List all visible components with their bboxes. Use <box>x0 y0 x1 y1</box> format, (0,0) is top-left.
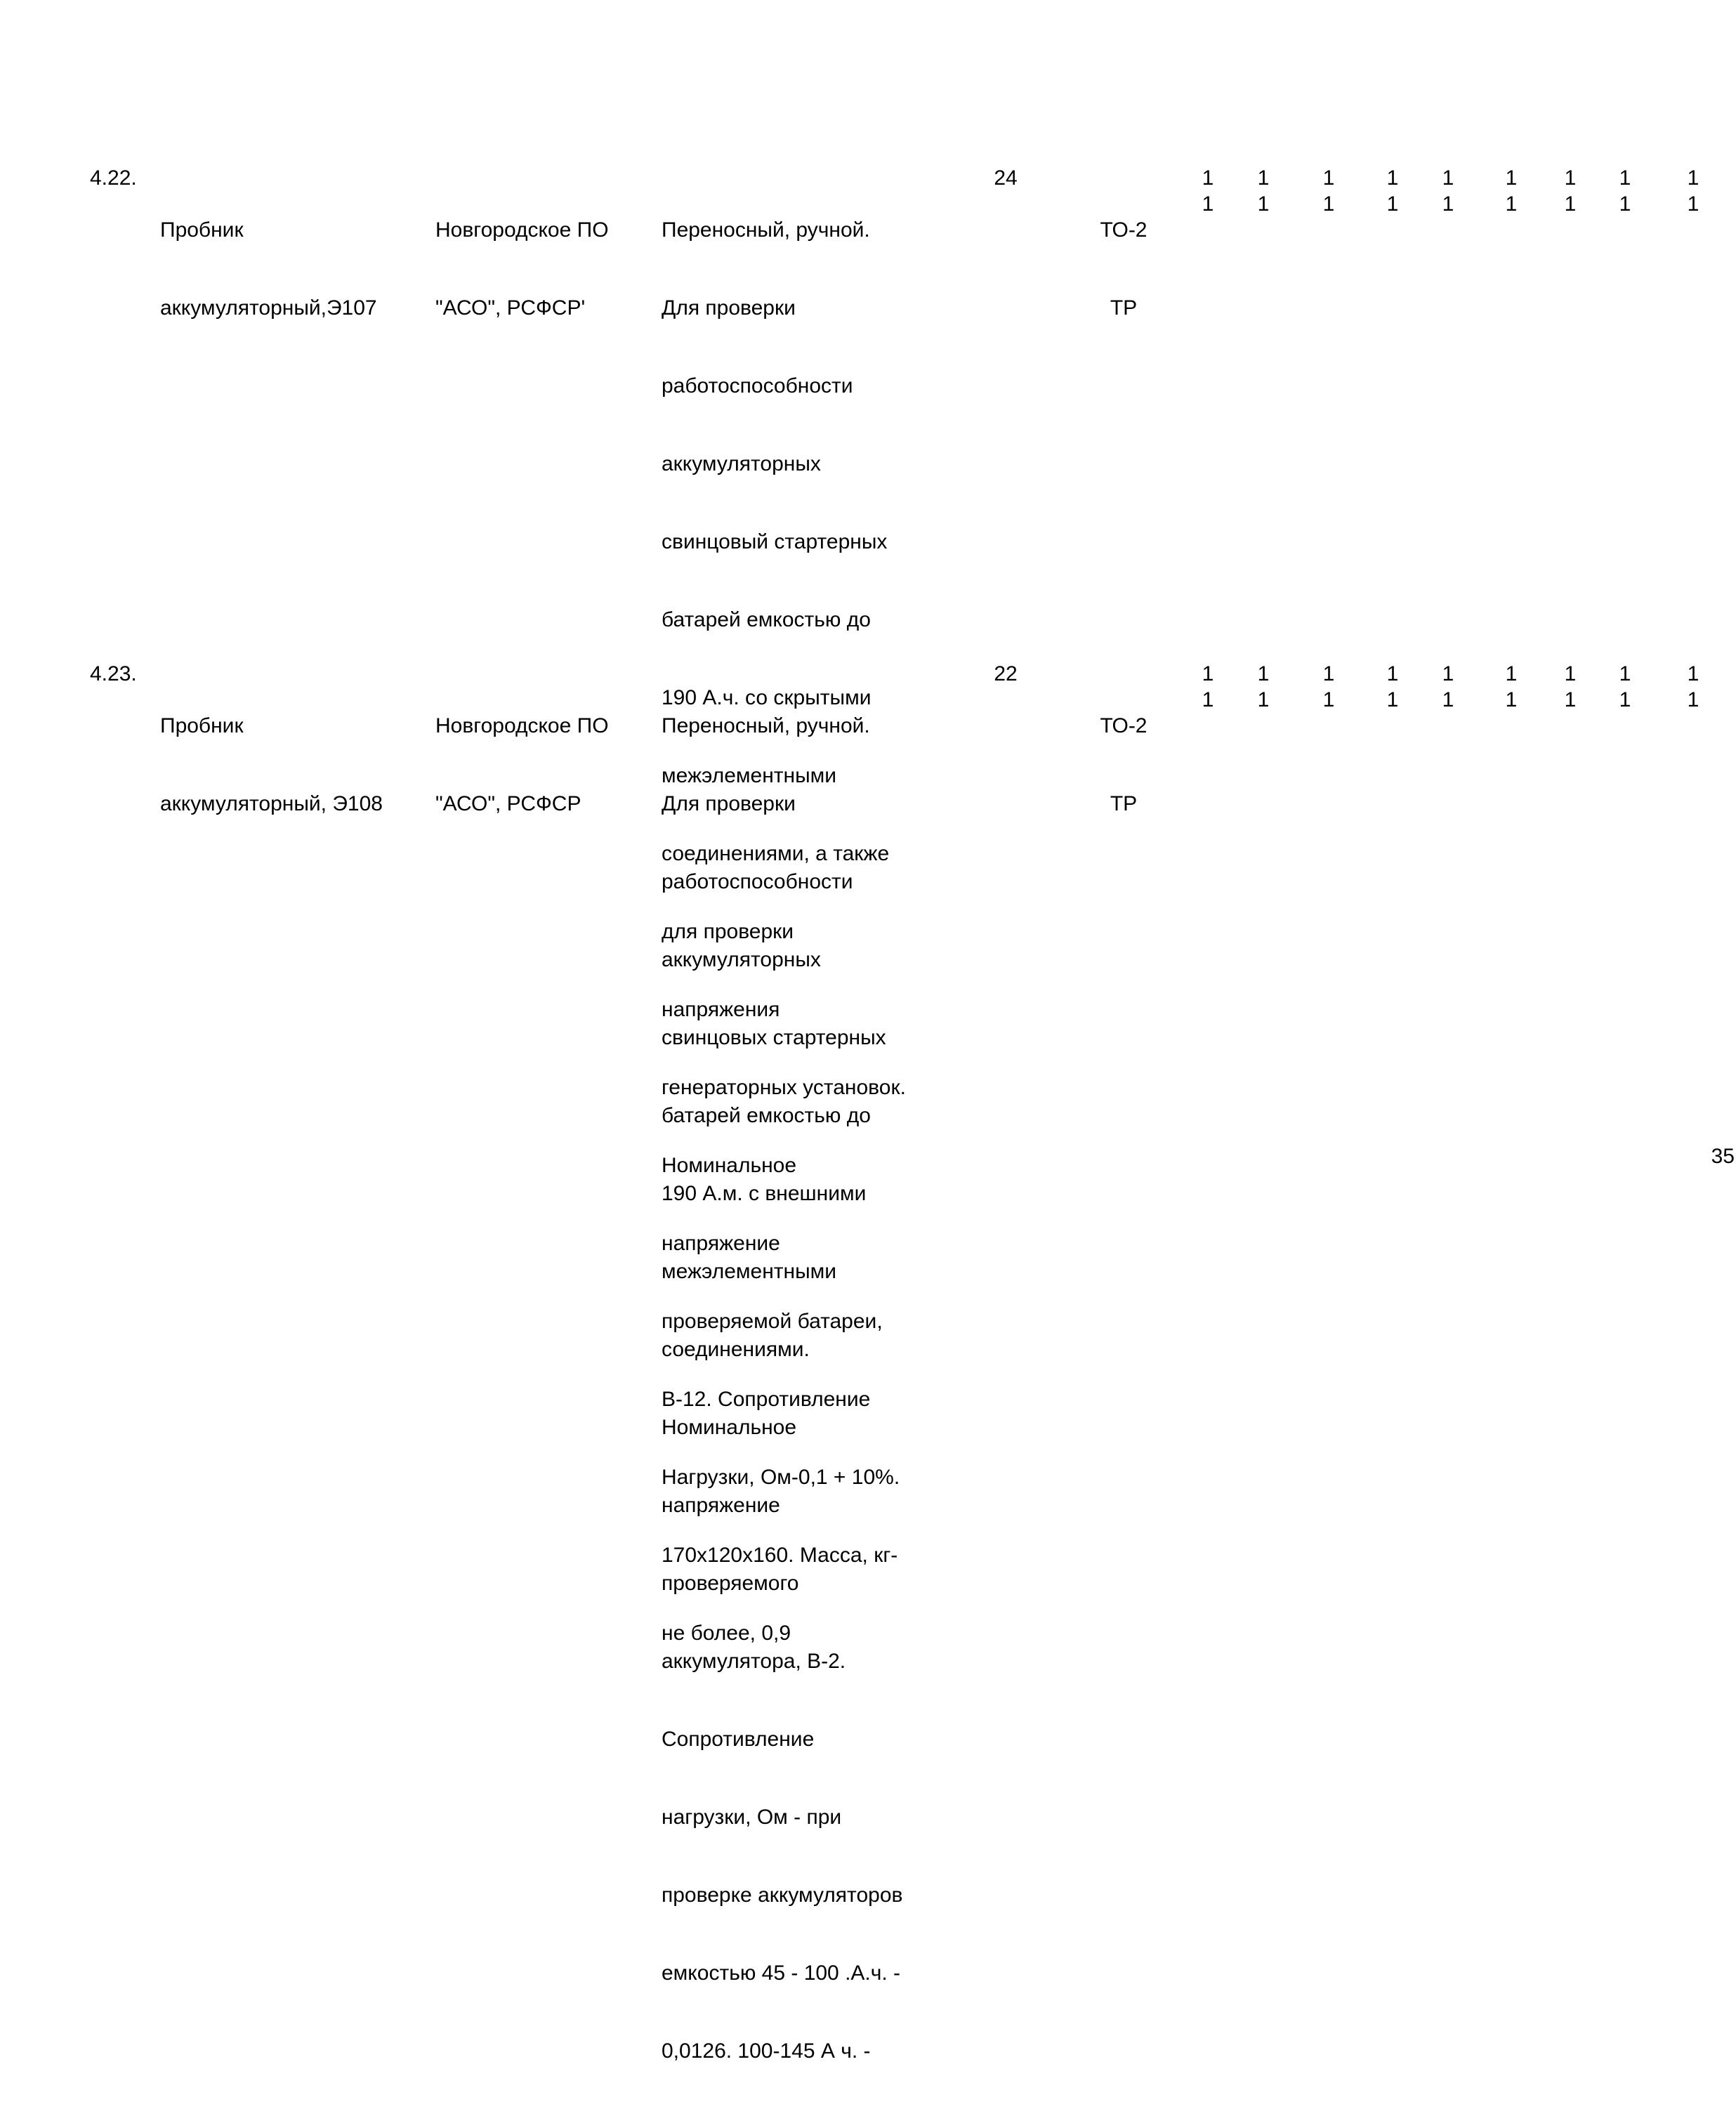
count-value: 1 <box>1386 662 1399 685</box>
count-value: 1 <box>1386 688 1399 711</box>
description-line: 170х120х160. Масса, кг- <box>662 1544 898 1567</box>
count-value: 1 <box>1687 688 1699 711</box>
description-line: В-12. Сопротивление <box>662 1388 871 1411</box>
item-number: 4.22. <box>90 166 137 190</box>
count-value: 1 <box>1202 688 1214 711</box>
description-line: генераторных установок. <box>662 1076 906 1099</box>
item-description <box>662 661 902 2116</box>
count-value: 1 <box>1257 662 1270 685</box>
count-value: 1 <box>1505 662 1518 685</box>
description-line: для проверки <box>662 920 794 943</box>
count-value: 1 <box>1564 662 1577 685</box>
count-value: 1 <box>1202 166 1214 190</box>
description-line: батарей емкостью до <box>662 608 871 631</box>
service-type-line: ТР <box>1110 792 1138 815</box>
count-value: 1 <box>1505 192 1518 216</box>
count-value: 1 <box>1386 166 1399 190</box>
count-value: 1 <box>1564 166 1577 190</box>
description-line: Номинальное <box>662 1154 797 1177</box>
description-line: 190 А.м. с внешними <box>662 1182 867 1205</box>
description-line: напряжение <box>662 1232 780 1255</box>
count-value: 1 <box>1386 192 1399 216</box>
count-cell <box>1194 165 1222 217</box>
count-cell <box>1556 165 1584 217</box>
description-line: аккумулятора, В-2. <box>662 1650 846 1673</box>
description-line: нагрузки, Ом - при <box>662 1806 842 1829</box>
description-line: напряжения <box>662 998 780 1021</box>
count-value: 1 <box>1257 166 1270 190</box>
item-manufacturer-line: Новгородское ПО <box>435 714 609 737</box>
description-line: работоспособности <box>662 374 853 397</box>
item-name-line: Пробник <box>160 714 244 737</box>
description-line: соединениями, а также <box>662 842 890 865</box>
item-name-line: аккумуляторный,Э107 <box>160 296 377 320</box>
item-number: 4.23. <box>90 662 137 685</box>
count-value: 1 <box>1564 688 1577 711</box>
count-cell <box>1611 165 1639 217</box>
count-cell <box>1249 165 1277 217</box>
count-cell <box>1556 661 1584 713</box>
count-value: 1 <box>1619 688 1631 711</box>
item-quantity: 24 <box>994 166 1018 190</box>
count-cell <box>1315 165 1343 217</box>
count-cell <box>1679 165 1707 217</box>
count-cell <box>1249 661 1277 713</box>
count-cell <box>1194 661 1222 713</box>
service-type-line: ТР <box>1110 296 1138 320</box>
count-cell <box>1611 661 1639 713</box>
description-line: свинцовый стартерных <box>662 530 888 553</box>
service-type <box>1087 661 1160 869</box>
count-value: 1 <box>1687 166 1699 190</box>
count-cell <box>1497 661 1525 713</box>
count-value: 1 <box>1202 192 1214 216</box>
count-cell <box>1379 165 1407 217</box>
count-cell <box>1434 661 1462 713</box>
count-cell <box>1679 661 1707 713</box>
description-line: Сопротивление <box>662 1728 815 1751</box>
description-line: аккумуляторных <box>662 452 821 475</box>
count-value: 1 <box>1322 166 1335 190</box>
description-line: 190 А.ч. со скрытыми <box>662 686 872 709</box>
description-line: напряжение <box>662 1494 780 1517</box>
count-value: 1 <box>1322 662 1335 685</box>
description-line: проверке аккумуляторов <box>662 1884 903 1907</box>
description-line: Номинальное <box>662 1416 797 1439</box>
description-line: Для проверки <box>662 792 796 815</box>
item-manufacturer-line: "АСО", РСФСР <box>435 792 581 815</box>
service-type <box>1087 165 1160 373</box>
description-line: Нагрузки, Ом-0,1 + 10%. <box>662 1466 900 1489</box>
item-name <box>160 165 377 373</box>
item-manufacturer-line: Новгородское ПО <box>435 218 609 242</box>
description-line: соединениями. <box>662 1338 810 1361</box>
item-manufacturer-line: "АСО", РСФСР' <box>435 296 586 320</box>
count-value: 1 <box>1619 192 1631 216</box>
description-line: проверяемого <box>662 1572 799 1595</box>
count-value: 1 <box>1505 166 1518 190</box>
count-cell <box>1497 165 1525 217</box>
count-value: 1 <box>1619 662 1631 685</box>
count-value: 1 <box>1687 192 1699 216</box>
description-line: Переносный, ручной. <box>662 218 870 242</box>
item-name <box>160 661 383 869</box>
description-line: межэлементными <box>662 764 837 787</box>
count-value: 1 <box>1505 688 1518 711</box>
count-value: 1 <box>1442 662 1454 685</box>
item-manufacturer <box>435 661 609 869</box>
count-value: 1 <box>1257 192 1270 216</box>
description-line: свинцовых стартерных <box>662 1026 886 1049</box>
count-value: 1 <box>1564 192 1577 216</box>
description-line: не более, 0,9 <box>662 1622 791 1645</box>
item-quantity: 22 <box>994 662 1018 685</box>
description-line: батарей емкостью до <box>662 1104 871 1127</box>
count-value: 1 <box>1322 192 1335 216</box>
description-line: работоспособности <box>662 870 853 893</box>
count-value: 1 <box>1257 688 1270 711</box>
count-value: 1 <box>1442 192 1454 216</box>
service-type-line: ТО-2 <box>1100 218 1148 242</box>
count-cell <box>1434 165 1462 217</box>
count-value: 1 <box>1442 688 1454 711</box>
count-value: 1 <box>1322 688 1335 711</box>
description-line: межэлементными <box>662 1260 837 1283</box>
description-line: проверяемой батареи, <box>662 1310 883 1333</box>
service-type-line: ТО-2 <box>1100 714 1148 737</box>
count-value: 1 <box>1442 166 1454 190</box>
count-cell <box>1315 661 1343 713</box>
item-name-line: Пробник <box>160 218 244 242</box>
count-cell <box>1379 661 1407 713</box>
description-line: емкостью 45 - 100 .А.ч. - <box>662 1961 901 1985</box>
description-line: аккумуляторных <box>662 948 821 971</box>
page-number: 35 <box>1711 1145 1735 1168</box>
count-value: 1 <box>1202 662 1214 685</box>
count-value: 1 <box>1687 662 1699 685</box>
item-manufacturer <box>435 165 609 373</box>
description-line: Для проверки <box>662 296 796 320</box>
item-name-line: аккумуляторный, Э108 <box>160 792 383 815</box>
description-line: Переносный, ручной. <box>662 714 870 737</box>
description-line: 0,0126. 100-145 А ч. - <box>662 2039 871 2063</box>
count-value: 1 <box>1619 166 1631 190</box>
